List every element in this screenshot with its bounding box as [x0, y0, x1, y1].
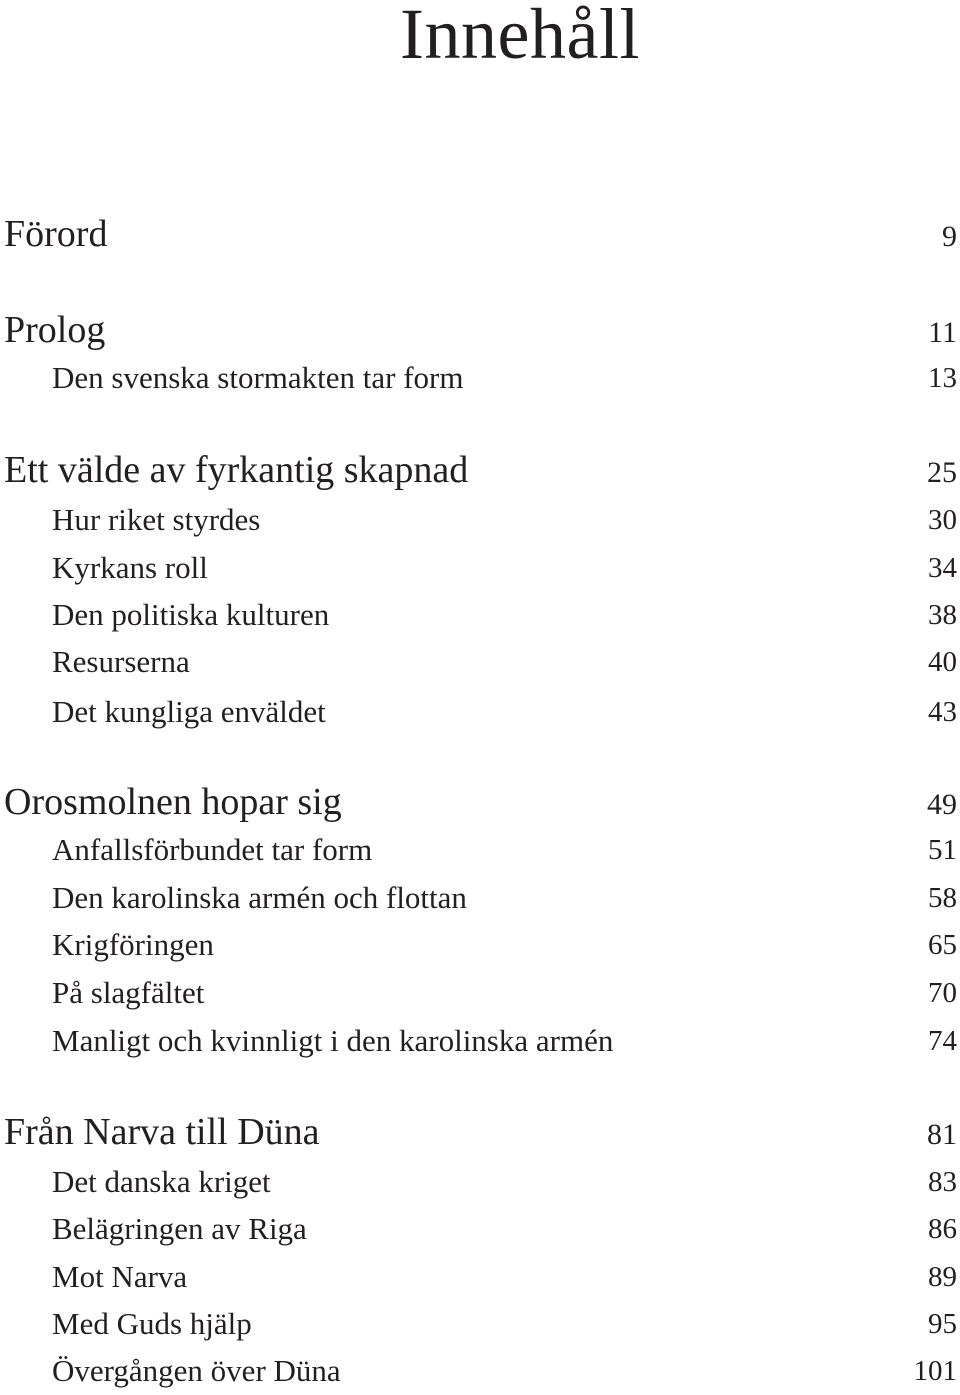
section-title: Det kungliga enväldet [52, 694, 326, 729]
page-number: 11 [928, 316, 957, 349]
page-number: 9 [942, 220, 957, 253]
section-title: Hur riket styrdes [52, 502, 261, 537]
page-number: 30 [928, 504, 957, 536]
page-number: 95 [928, 1308, 957, 1340]
toc-section[interactable] [0, 1156, 960, 1204]
toc-chapter-orosmolnen[interactable] [0, 776, 960, 824]
page-number: 58 [928, 882, 957, 914]
page-number: 83 [928, 1166, 957, 1198]
toc-section[interactable] [0, 636, 960, 684]
section-title: Resurserna [52, 644, 190, 679]
chapter-title: Ett välde av fyrkantig skapnad [4, 449, 469, 491]
page-number: 38 [928, 599, 957, 631]
toc-section[interactable] [0, 1251, 960, 1299]
section-title: Den karolinska armén och flottan [52, 880, 467, 915]
page-number: 43 [928, 696, 957, 728]
toc-section[interactable] [0, 352, 960, 400]
toc-chapter-prolog[interactable] [0, 304, 960, 352]
section-title: Med Guds hjälp [52, 1306, 252, 1341]
page-number: 65 [928, 929, 957, 961]
section-title: Den politiska kulturen [52, 597, 330, 632]
toc-section[interactable] [0, 1015, 960, 1063]
toc-section[interactable] [0, 824, 960, 872]
toc-chapter-ett-valde[interactable] [0, 444, 960, 492]
page-number: 70 [928, 977, 957, 1009]
section-title: Övergången över Düna [52, 1353, 341, 1388]
section-title: Belägringen av Riga [52, 1211, 307, 1246]
page-number: 101 [913, 1355, 957, 1387]
toc-section[interactable] [0, 1345, 960, 1393]
section-title: Manligt och kvinnligt i den karolinska armén [52, 1023, 614, 1058]
chapter-title: Från Narva till Düna [4, 1111, 320, 1153]
page-number: 86 [928, 1213, 957, 1245]
toc-chapter-forord[interactable] [0, 208, 960, 256]
section-title: Den svenska stormakten tar form [52, 360, 464, 395]
page-number: 13 [928, 362, 957, 394]
page-number: 89 [928, 1261, 957, 1293]
chapter-title: Orosmolnen hopar sig [4, 781, 342, 823]
section-title: Kyrkans roll [52, 550, 208, 585]
page-number: 51 [928, 834, 957, 866]
toc-section[interactable] [0, 919, 960, 967]
chapter-title: Prolog [4, 309, 106, 351]
toc-section[interactable] [0, 542, 960, 590]
toc-chapter-fran-narva[interactable] [0, 1106, 960, 1154]
toc-section[interactable] [0, 872, 960, 920]
toc-section[interactable] [0, 686, 960, 734]
page-title: Innehåll [400, 0, 640, 74]
section-title: Anfallsförbundet tar form [52, 832, 373, 867]
toc-section[interactable] [0, 494, 960, 542]
toc-section[interactable] [0, 1298, 960, 1346]
toc-section[interactable] [0, 967, 960, 1015]
page-number: 49 [927, 788, 957, 821]
page-number: 25 [927, 456, 957, 489]
page-number: 34 [928, 552, 957, 584]
page-number: 40 [928, 646, 957, 678]
toc-section[interactable] [0, 589, 960, 637]
page-number: 81 [927, 1118, 957, 1151]
section-title: Det danska kriget [52, 1164, 271, 1199]
toc-section[interactable] [0, 1203, 960, 1251]
section-title: Krigföringen [52, 927, 214, 962]
chapter-title: Förord [4, 213, 108, 255]
section-title: På slagfältet [52, 975, 205, 1010]
page-number: 74 [928, 1025, 957, 1057]
section-title: Mot Narva [52, 1259, 188, 1294]
